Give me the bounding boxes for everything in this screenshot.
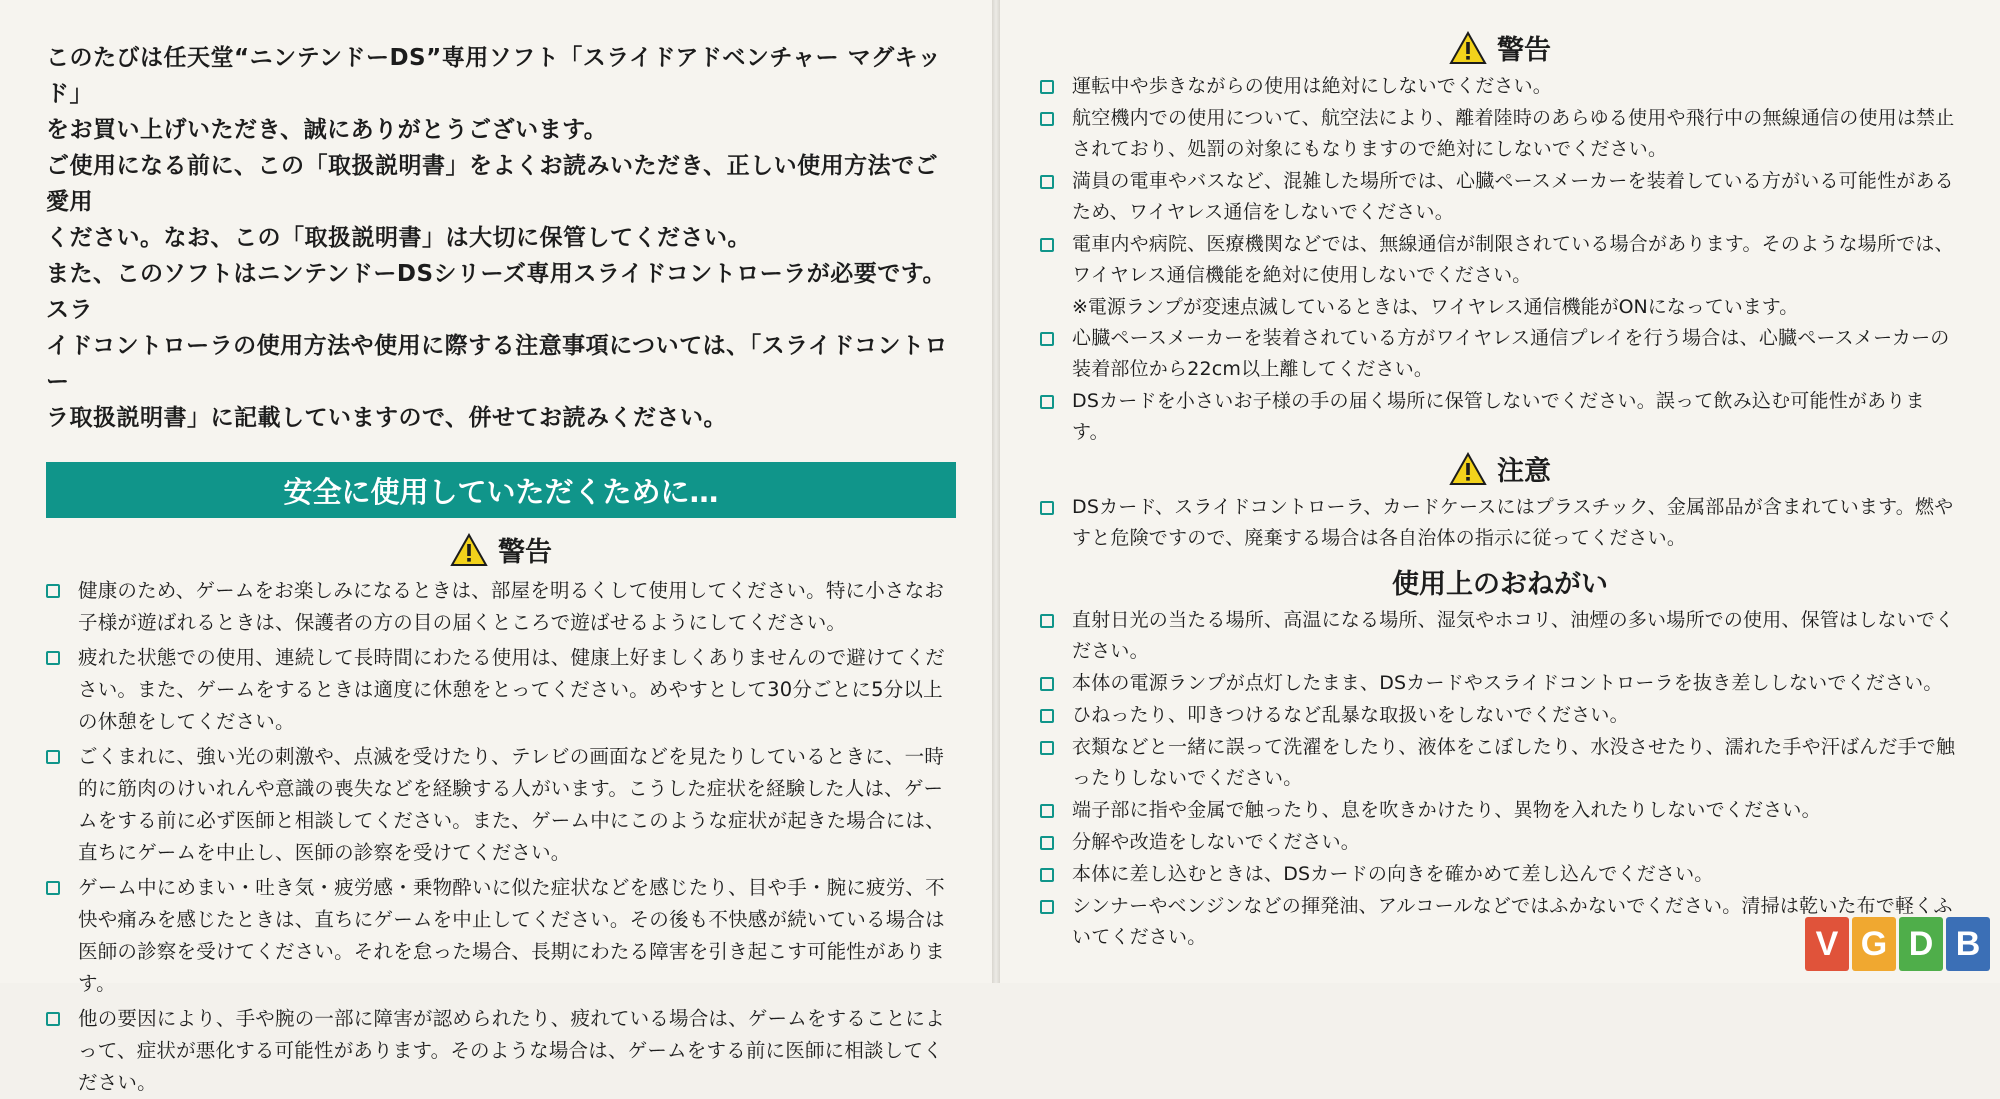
warning-triangle-icon (450, 533, 488, 567)
list-item-text: ごくまれに、強い光の刺激や、点滅を受けたり、テレビの画面などを見たりしているときに、一時的に筋肉のけいれんや意識の喪失などを経験する人がいます。こうした症状を経験した人は、ゲームをする前に必ず医師と相談してください。また、ゲーム中にこのような症状が起きた場合には、直ちにゲームを中止し、医師の診察を受けてください。 (78, 745, 945, 864)
warning-heading-label: 警告 (1497, 35, 1551, 66)
logo-letter: B (1946, 917, 1990, 971)
checkbox-icon (1040, 112, 1054, 126)
list-item-text: 本体の電源ランプが点灯したまま、DSカードやスライドコントローラを抜き差ししないでください。 (1072, 672, 1943, 694)
list-item (1040, 700, 1960, 731)
vgdb-watermark-logo (1805, 917, 1990, 971)
list-item-text: 疲れた状態での使用、連続して長時間にわたる使用は、健康上好ましくありませんので避けてください。また、ゲームをするときは適度に休憩をとってください。めやすとして30分ごとに5分以上の休憩をしてください。 (78, 646, 945, 733)
checkbox-icon (1040, 395, 1054, 409)
list-item-text: 直射日光の当たる場所、高温になる場所、湿気やホコリ、油煙の多い場所での使用、保管はしないでください。 (1072, 609, 1955, 662)
list-item-text: シンナーやベンジンなどの揮発油、アルコールなどではふかないでください。清掃は乾いた布で軽くふいてください。 (1072, 895, 1953, 948)
caution-triangle-icon (1449, 452, 1487, 486)
checkbox-icon (46, 881, 60, 895)
list-item (1040, 323, 1960, 385)
safety-banner: 安全に使用していただくために… (46, 462, 956, 518)
list-item-text: DSカード、スライドコントローラ、カードケースにはプラスチック、金属部品が含まれています。燃やすと危険ですので、廃棄する場合は各自治体の指示に従ってください。 (1072, 496, 1954, 549)
list-item-text: 電車内や病院、医療機関などでは、無線通信が制限されている場合があります。そのような場所では、ワイヤレス通信機能を絶対に使用しないでください。 (1072, 233, 1954, 286)
list-item-text: 満員の電車やバスなど、混雑した場所では、心臓ペースメーカーを装着している方がいる可能性があるため、ワイヤレス通信をしないでください。 (1072, 170, 1954, 223)
intro-line: イドコントローラの使用方法や使用に際する注意事項については、「スライドコントロー (46, 333, 949, 395)
list-item (46, 1003, 956, 1099)
right-page (1000, 0, 2000, 983)
logo-letter: V (1805, 917, 1849, 971)
power-lamp-note: ※電源ランプが変速点滅しているときは、ワイヤレス通信機能がONになっています。 (1072, 296, 1799, 318)
checkbox-icon (1040, 804, 1054, 818)
checkbox-icon (46, 750, 60, 764)
list-item-text: ひねったり、叩きつけるなど乱暴な取扱いをしないでください。 (1072, 704, 1629, 726)
list-item (1040, 605, 1960, 667)
checkbox-icon (1040, 868, 1054, 882)
left-page (0, 0, 992, 1094)
intro-line: ラ取扱説明書」に記載していますので、併せてお読みください。 (46, 405, 728, 431)
checkbox-icon (1040, 238, 1054, 252)
checkbox-icon (1040, 80, 1054, 94)
checkbox-icon (1040, 501, 1054, 515)
list-item-text: 運転中や歩きながらの使用は絶対にしないでください。 (1072, 75, 1553, 97)
warning-heading-label: 警告 (498, 537, 552, 568)
list-item (1040, 386, 1960, 448)
list-item (1040, 795, 1960, 826)
intro-line: ご使用になる前に、この「取扱説明書」をよくお読みいただき、正しい使用方法でご愛用 (46, 153, 939, 215)
list-item (1040, 827, 1960, 858)
list-item (46, 872, 956, 1000)
caution-heading (1040, 449, 1960, 488)
warning-triangle-icon (1449, 31, 1487, 65)
list-item (46, 741, 956, 869)
intro-line: ください。なお、この「取扱説明書」は大切に保管してください。 (46, 225, 751, 251)
list-item-text: 本体に差し込むときは、DSカードの向きを確かめて差し込んでください。 (1072, 863, 1714, 885)
right-warning-list-2 (1040, 323, 1960, 448)
list-item (1040, 859, 1960, 890)
list-item (1040, 71, 1960, 102)
list-item-text: DSカードを小さいお子様の手の届く場所に保管しないでください。誤って飲み込む可能性があります。 (1072, 390, 1925, 443)
list-item-text: 衣類などと一緒に誤って洗濯をしたり、液体をこぼしたり、水没させたり、濡れた手や汗ばんだ手で触ったりしないでください。 (1072, 736, 1956, 789)
intro-line: また、このソフトはニンテンドーDSシリーズ専用スライドコントローラが必要です。スラ (46, 261, 946, 323)
logo-letter: D (1899, 917, 1943, 971)
list-item (1040, 103, 1960, 165)
list-item-text: 端子部に指や金属で触ったり、息を吹きかけたり、異物を入れたりしないでください。 (1072, 799, 1821, 821)
intro-line: をお買い上げいただき、誠にありがとうございます。 (46, 117, 608, 143)
checkbox-icon (1040, 741, 1054, 755)
list-item-text: 他の要因により、手や腕の一部に障害が認められたり、疲れている場合は、ゲームをすることによって、症状が悪化する可能性があります。そのような場合は、ゲームをする前に医師に相談してください。 (78, 1007, 945, 1094)
usage-heading-label: 使用上のおねがい (1392, 569, 1608, 600)
checkbox-icon (1040, 677, 1054, 691)
checkbox-icon (46, 584, 60, 598)
checkbox-icon (1040, 709, 1054, 723)
list-item-text: ゲーム中にめまい・吐き気・疲労感・乗物酔いに似た症状などを感じたり、目や手・腕に疲労、不快や痛みを感じたときは、直ちにゲームを中止してください。その後も不快感が続いている場合は医師の診察を受けてください。それを怠った場合、長期にわたる障害を引き起こす可能性があります。 (78, 876, 945, 995)
right-warning-list (1040, 71, 1960, 291)
caution-heading-label: 注意 (1497, 456, 1551, 487)
checkbox-icon (1040, 614, 1054, 628)
list-item (1040, 492, 1960, 554)
list-item (1040, 229, 1960, 291)
warning-heading (46, 530, 956, 569)
list-item (1040, 668, 1960, 699)
usage-heading (1040, 562, 1960, 601)
warning-heading (1040, 28, 1960, 67)
intro-line: このたびは任天堂“ニンテンドーDS”専用ソフト「スライドアドベンチャー マグキッド」 (46, 45, 942, 107)
usage-list (1040, 605, 1960, 953)
checkbox-icon (1040, 175, 1054, 189)
checkbox-icon (46, 1012, 60, 1026)
list-item-text: 健康のため、ゲームをお楽しみになるときは、部屋を明るくして使用してください。特に小さなお子様が遊ばれるときは、保護者の方の目の届くところで遊ばせるようにしてください。 (78, 579, 945, 634)
list-item (46, 642, 956, 738)
page-gutter (992, 0, 1000, 983)
list-item (1040, 732, 1960, 794)
checkbox-icon (1040, 836, 1054, 850)
left-warning-list (46, 575, 956, 1099)
list-item (46, 575, 956, 639)
list-item-text: 航空機内での使用について、航空法により、離着陸時のあらゆる使用や飛行中の無線通信の使用は禁止されており、処罰の対象にもなりますので絶対にしないでください。 (1072, 107, 1955, 160)
intro-text (46, 40, 956, 436)
list-item-text: 心臓ペースメーカーを装着されている方がワイヤレス通信プレイを行う場合は、心臓ペースメーカーの装着部位から22cm以上離してください。 (1072, 327, 1950, 380)
list-item-text: 分解や改造をしないでください。 (1072, 831, 1361, 853)
checkbox-icon (1040, 332, 1054, 346)
logo-letter: G (1852, 917, 1896, 971)
checkbox-icon (1040, 900, 1054, 914)
list-item (1040, 166, 1960, 228)
checkbox-icon (46, 651, 60, 665)
caution-list (1040, 492, 1960, 554)
